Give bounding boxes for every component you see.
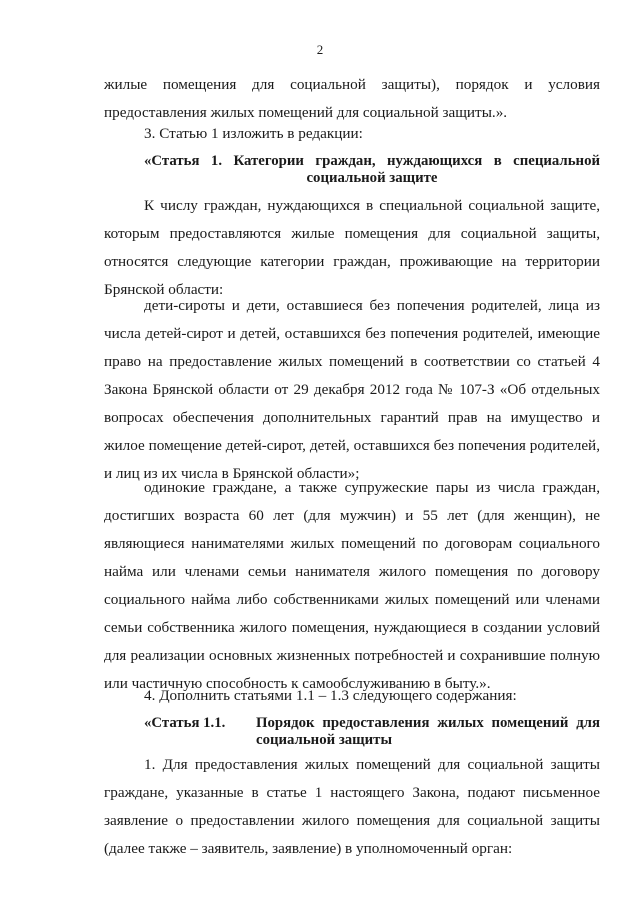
article-1-1-number: «Статья 1.1. [144, 715, 226, 731]
paragraph-amendment-4 [104, 682, 600, 710]
paragraph-amendment-3 [104, 120, 600, 148]
paragraph-text: 3. Статью 1 изложить в редакции: [144, 125, 363, 142]
paragraph-elderly [104, 474, 600, 698]
paragraph-text: одинокие граждане, а также супружеские пары из числа граждан, достигших возраста 60 лет (для мужчин) и 55 лет (для женщин), не являющиеся нанимателями жилых помещений по договорам социального найма или членами семьи нанимателя жилого помещения по договору социального найма либо собственниками жилых помещений или членами семьи собственника жилого помещения, нуждающиеся в создании условий для реализации основных жизненных потребностей и сохранившие полную или частичную способность к самообслуживанию в быту.». [104, 479, 600, 692]
article-1-1-title: Порядок предоставления жилых помещений для социальной защиты [256, 715, 600, 748]
article-1-1-heading [144, 715, 600, 749]
paragraph-text: 4. Дополнить статьями 1.1 – 1.3 следующего содержания: [144, 687, 517, 704]
paragraph-article-1-1-clause-1 [104, 751, 600, 863]
page-number: 2 [316, 42, 324, 57]
paragraph-text: жилые помещения для социальной защиты), порядок и условия предоставления жилых помещений для социальной защиты.». [104, 76, 600, 121]
paragraph-orphans [104, 292, 600, 488]
article-1-heading-line1: «Статья 1. Категории граждан, нуждающихся в специальной [144, 153, 600, 169]
paragraph-text: К числу граждан, нуждающихся в специальной социальной защите, которым предоставляются жилые помещения для социальной защиты, относятся следующие категории граждан, проживающие на территории Брянской области: [104, 197, 600, 298]
paragraph-continuation [104, 71, 600, 127]
paragraph-text: 1. Для предоставления жилых помещений для социальной защиты граждане, указанные в статье 1 настоящего Закона, подают письменное заявление о предоставлении жилого помещения для социальной защиты (далее также – заявитель, заявление) в уполномоченный орган: [104, 756, 600, 857]
paragraph-text: дети-сироты и дети, оставшиеся без попечения родителей, лица из числа детей-сирот и детей, оставшихся без попечения родителей, имеющие право на предоставление жилых помещений в соответствии со статьей 4 Закона Брянской области от 29 декабря 2012 года № 107-З «Об отдельных вопросах обеспечения дополнительных гарантий прав на имущество и жилое помещение детей-сирот, детей, оставшихся без попечения родителей, и лиц из их числа в Брянской области»; [104, 297, 600, 482]
paragraph-categories-intro [104, 192, 600, 304]
article-1-heading-line2: социальной защите [306, 170, 438, 186]
